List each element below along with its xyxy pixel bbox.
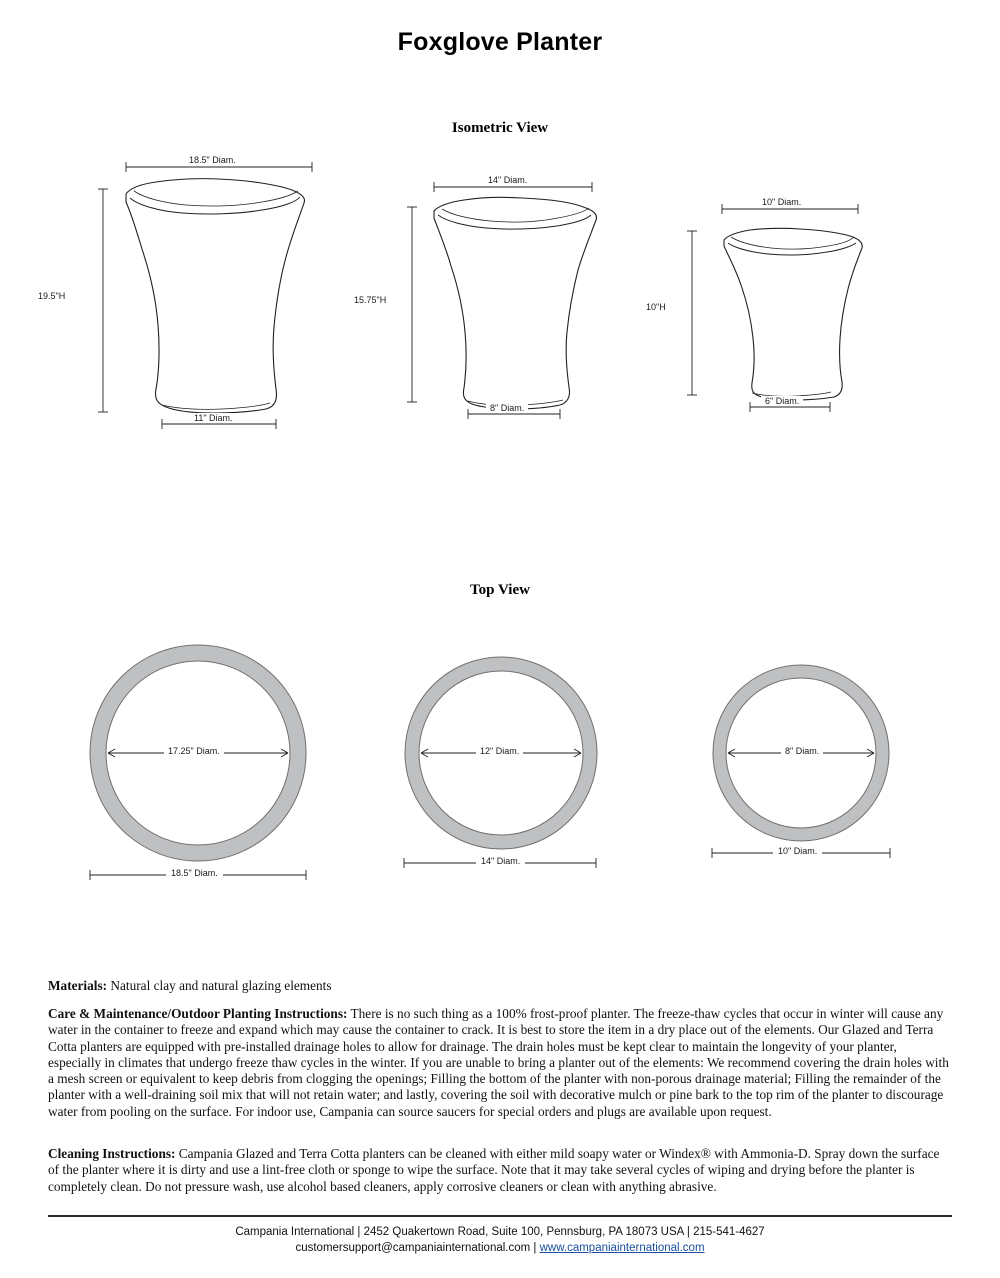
dim-outer-large: 18.5" Diam. [166,868,223,878]
isometric-views-row [0,147,1000,477]
cleaning-paragraph [48,1146,952,1195]
footer-contact [48,1240,952,1256]
dim-height-medium: 15.75"H [354,295,387,305]
dim-height-large: 19.5"H [38,291,66,301]
section-label-top: Top View [470,582,530,598]
dim-inner-large: 17.25" Diam. [164,746,224,756]
height-dimension-line-large [98,189,108,412]
dim-inner-small: 8" Diam. [781,746,823,756]
planter-illustration-large [126,179,305,413]
section-label-isometric: Isometric View [451,120,549,136]
page-title: Foxglove Planter [397,28,603,56]
cleaning-text: Campania Glazed and Terra Cotta planters can be cleaned with either mild soapy water or Windex® with Ammonia-D. Spray down the surface of the planter where it is dirty and use a lint-free cloth or sponge to wipe the surface. Note that it may take several cycles of wiping and drying before the planter is completely clean. Do not pressure wash, use alcohol based cleaners, apply corrosive cleaners or clean with anything abrasive. [48,1146,940,1194]
height-dimension-line-medium [407,207,417,402]
materials-label: Materials: [48,978,108,993]
care-label: Care & Maintenance/Outdoor Planting Instructions: [48,1006,348,1021]
dim-base-medium: 8" Diam. [486,403,528,413]
dim-inner-medium: 12" Diam. [476,746,523,756]
dim-top-medium: 14" Diam. [488,175,528,185]
dim-outer-small: 10" Diam. [773,846,822,856]
dim-outer-medium: 14" Diam. [476,856,525,866]
planter-illustration-small [724,228,862,400]
planter-illustration-medium [434,197,597,409]
care-text: There is no such thing as a 100% frost-proof planter. The freeze-thaw cycles that occur in winter will cause any water in the container to freeze and expand which may cause the container to crack. It is best to store the item in a dry place out of the elements. Our Glazed and Terra Cotta planters are equipped with pre-installed drainage holes to allow for drainage. The drain holes must be kept clear to maintain the longevity of your planter, especially in climates that undergo freeze thaw cycles in the winter. If you are unable to bring a planter out of the elements: We recommend covering the drain holes with a mesh screen or equivalent to keep debris from clogging the openings; Filling the bottom of the planter with non-porous drainage material; Filling the remainder of the planter with a well-draining soil mix that will not retain water; and lastly, covering the soil with decorative mulch or pine bark to the top rim of the planter to discourage water from pooling on the surface. For indoor use, Campania can source saucers for special orders and plugs are available upon request. [48,1006,949,1119]
top-views-row [0,643,1000,943]
footer-email: customersupport@campaniainternational.com [295,1242,531,1254]
dim-top-large: 18.5" Diam. [189,155,236,165]
footer-separator: | [530,1242,540,1254]
dim-height-small: 10"H [646,302,666,312]
footer-address: Campania International | 2452 Quakertown Road, Suite 100, Pennsburg, PA 18073 USA | 215-541-4627 [235,1226,765,1238]
top-view-large [82,643,332,893]
top-view-medium [400,655,610,895]
height-dimension-line-small [687,231,697,395]
top-view-small [705,665,905,895]
footer-website-link[interactable]: www.campaniainternational.com [539,1242,705,1254]
care-paragraph [48,1006,952,1120]
materials-text: Natural clay and natural glazing elements [107,978,332,993]
isometric-view-small [646,197,880,429]
materials-paragraph [48,978,952,994]
document-page [0,28,1000,1278]
cleaning-label: Cleaning Instructions: [48,1146,176,1161]
dim-top-small: 10" Diam. [762,197,802,207]
footer-divider [48,1215,952,1217]
dim-base-large: 11" Diam. [190,413,237,423]
isometric-view-large [38,155,340,447]
dim-base-small: 6" Diam. [761,396,803,406]
isometric-view-medium [354,175,610,437]
